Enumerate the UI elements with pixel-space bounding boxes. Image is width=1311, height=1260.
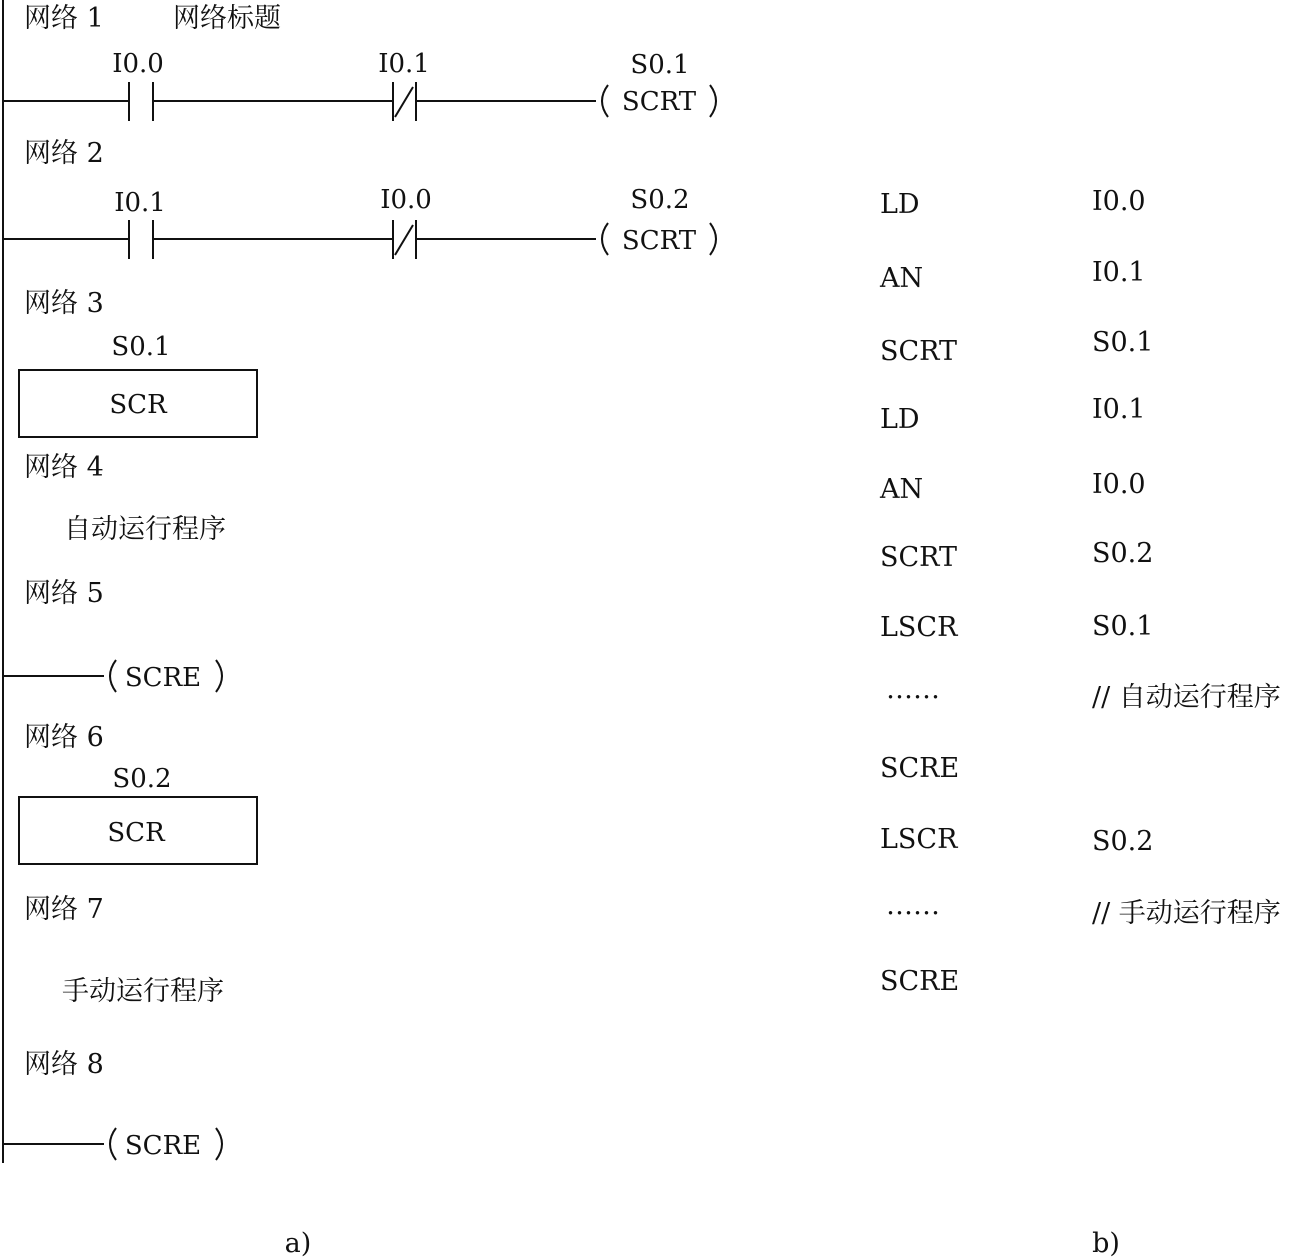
scre-coil-2 <box>3 1128 222 1161</box>
il-op: SCRE <box>880 753 960 784</box>
network-1-title: 网络标题 <box>173 3 281 34</box>
il-op: AN <box>880 263 924 294</box>
network-7-label: 网络 7 <box>24 894 104 925</box>
rung-1-contact-nc-address: I0.1 <box>378 49 430 79</box>
il-op: LD <box>880 189 920 220</box>
il-arg: I0.0 <box>1092 186 1146 217</box>
caption-b: b) <box>1092 1228 1120 1259</box>
coil-left-paren <box>602 223 608 255</box>
il-op: …… <box>886 890 940 921</box>
rung-2-coil-label: SCRT <box>621 226 697 256</box>
coil-right-paren <box>216 660 222 692</box>
network-6-label: 网络 6 <box>24 722 104 753</box>
scre-coil-1 <box>3 660 222 693</box>
network-2-label: 网络 2 <box>24 138 104 169</box>
coil-left-paren <box>110 1128 116 1160</box>
rung-2-contact-no-address: I0.1 <box>114 188 166 218</box>
il-arg: I0.0 <box>1092 469 1146 500</box>
il-arg: S0.2 <box>1092 826 1154 857</box>
network-7-comment: 手动运行程序 <box>62 976 224 1007</box>
il-arg: I0.1 <box>1092 257 1146 288</box>
network-3-label: 网络 3 <box>24 288 104 319</box>
il-arg: S0.2 <box>1092 538 1154 569</box>
il-op: AN <box>880 474 924 505</box>
network-8-label: 网络 8 <box>24 1049 104 1080</box>
network-1-label: 网络 1 <box>24 3 104 34</box>
network-4-label: 网络 4 <box>24 452 104 483</box>
rung-2 <box>3 185 716 259</box>
il-arg: // 手动运行程序 <box>1092 898 1281 929</box>
scr-box-2-label: SCR <box>107 818 165 848</box>
il-op: SCRE <box>880 966 960 997</box>
coil-right-paren <box>216 1128 222 1160</box>
scr-box-1-label: SCR <box>109 390 167 420</box>
instruction-list <box>879 186 1281 997</box>
il-op: SCRT <box>880 542 958 573</box>
rung-1-contact-no-address: I0.0 <box>112 49 164 79</box>
coil-left-paren <box>110 660 116 692</box>
il-arg: I0.1 <box>1092 394 1146 425</box>
rung-2-coil-address: S0.2 <box>630 185 690 215</box>
scr-box-1-address: S0.1 <box>111 332 171 362</box>
il-arg: // 自动运行程序 <box>1092 682 1281 713</box>
coil-left-paren <box>602 85 608 117</box>
il-op: LSCR <box>880 612 958 643</box>
scre-coil-1-label: SCRE <box>124 663 202 693</box>
il-op: LSCR <box>880 824 958 855</box>
rung-2-contact-nc-address: I0.0 <box>380 185 432 215</box>
coil-right-paren <box>710 85 716 117</box>
coil-right-paren <box>710 223 716 255</box>
il-op: LD <box>880 404 920 435</box>
nc-contact-slash <box>395 225 413 255</box>
il-op: …… <box>886 674 940 705</box>
network-5-label: 网络 5 <box>24 578 104 609</box>
caption-a: a) <box>284 1228 312 1259</box>
network-4-comment: 自动运行程序 <box>64 514 226 545</box>
nc-contact-slash <box>395 87 413 117</box>
il-arg: S0.1 <box>1092 611 1154 642</box>
il-op: SCRT <box>880 336 958 367</box>
il-arg: S0.1 <box>1092 327 1154 358</box>
rung-1 <box>3 49 716 121</box>
rung-1-coil-address: S0.1 <box>630 50 690 80</box>
rung-1-coil-label: SCRT <box>621 87 697 117</box>
scr-box-2-address: S0.2 <box>112 764 172 794</box>
scre-coil-2-label: SCRE <box>124 1131 202 1161</box>
